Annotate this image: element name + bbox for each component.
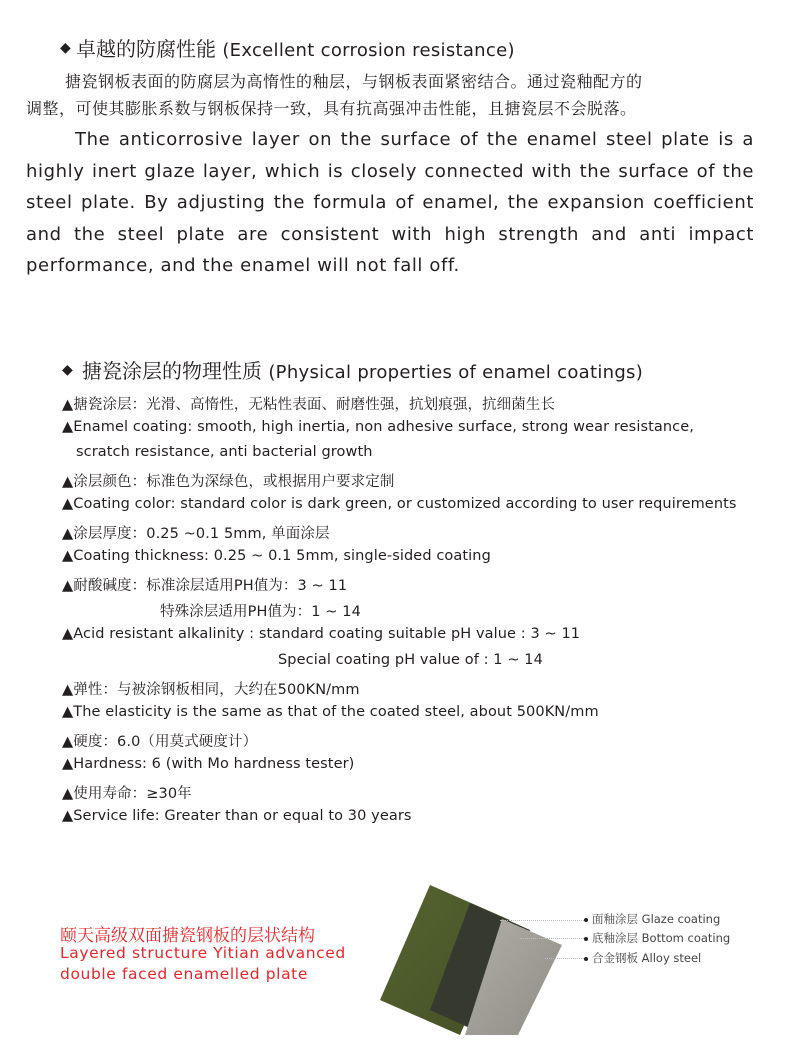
legend-bottom: 底釉涂层 Bottom coating bbox=[584, 930, 730, 946]
leader-line bbox=[520, 938, 584, 939]
list-item: ▲弹性：与被涂钢板相同，大约在500KN/mm bbox=[62, 682, 360, 698]
legend-steel: 合金钢板 Alloy steel bbox=[584, 950, 701, 966]
layered-plate-illustration bbox=[380, 885, 580, 1035]
list-item: 特殊涂层适用PH值为：1 ~ 14 bbox=[160, 604, 361, 620]
leader-line bbox=[500, 920, 584, 921]
list-item: ▲Service life: Greater than or equal to 30 years bbox=[62, 808, 412, 824]
list-item: ▲搪瓷涂层：光滑、高惰性，无粘性表面、耐磨性强，抗划痕强，抗细菌生长 bbox=[62, 397, 556, 413]
cn-paragraph-line2: 调整，可使其膨胀系数与钢板保持一致，具有抗高强冲击性能，且搪瓷层不会脱落。 bbox=[26, 99, 637, 118]
section-title-cn: 搪瓷涂层的物理性质 bbox=[82, 359, 262, 383]
legend-dot-icon bbox=[584, 957, 588, 961]
list-item: ▲The elasticity is the same as that of the coated steel, about 500KN/mm bbox=[62, 704, 599, 720]
list-item: ▲Coating thickness: 0.25 ~ 0.1 5mm, single-sided coating bbox=[62, 548, 491, 564]
structure-title-en-line2: double faced enamelled plate bbox=[60, 965, 308, 983]
list-item: ▲硬度：6.0（用莫式硬度计） bbox=[62, 734, 258, 750]
bullet-diamond-icon: ◆ bbox=[62, 362, 73, 378]
list-item: Special coating pH value of : 1 ~ 14 bbox=[278, 652, 543, 668]
list-item: ▲涂层颜色：标准色为深绿色，或根据用户要求定制 bbox=[62, 474, 395, 490]
list-item: scratch resistance, anti bacterial growth bbox=[76, 444, 373, 460]
list-item: ▲使用寿命：≥30年 bbox=[62, 786, 192, 802]
section-title-cn: 卓越的防腐性能 bbox=[76, 37, 216, 61]
cn-paragraph-line1: 搪瓷钢板表面的防腐层为高惰性的釉层，与钢板表面紧密结合。通过瓷釉配方的 bbox=[65, 72, 643, 91]
list-item: ▲Acid resistant alkalinity : standard coating suitable pH value : 3 ~ 11 bbox=[62, 626, 581, 642]
section-title-en: (Excellent corrosion resistance) bbox=[222, 40, 515, 61]
list-item: ▲Hardness: 6 (with Mo hardness tester) bbox=[62, 756, 355, 772]
section-title-en: (Physical properties of enamel coatings) bbox=[268, 362, 644, 383]
list-item: ▲Enamel coating: smooth, high inertia, non adhesive surface, strong wear resistance, bbox=[62, 419, 694, 435]
bullet-diamond-icon: ◆ bbox=[60, 40, 71, 56]
en-paragraph: The anticorrosive layer on the surface of the enamel steel plate is a highly inert glaze layer, which is closely connected with the surface of the steel plate. By adjusting the formula of enamel, the expansion coefficient and the steel plate are consistent with high strength and anti impact performance, and the enamel will not fall off. bbox=[26, 129, 754, 276]
structure-title-en-line1: Layered structure Yitian advanced bbox=[60, 944, 346, 962]
legend-glaze: 面釉涂层 Glaze coating bbox=[584, 911, 720, 927]
section-title-physical bbox=[82, 355, 643, 384]
list-item: ▲Coating color: standard color is dark green, or customized according to user requirements bbox=[62, 496, 737, 512]
list-item: ▲涂层厚度：0.25 ~0.1 5mm, 单面涂层 bbox=[62, 526, 330, 542]
structure-title-cn: 颐天高级双面搪瓷钢板的层状结构 bbox=[60, 926, 315, 946]
section-title-corrosion bbox=[76, 33, 515, 62]
legend-dot-icon bbox=[584, 937, 588, 941]
leader-line bbox=[545, 958, 584, 959]
legend-dot-icon bbox=[584, 918, 588, 922]
list-item: ▲耐酸碱度：标准涂层适用PH值为：3 ~ 11 bbox=[62, 578, 348, 594]
